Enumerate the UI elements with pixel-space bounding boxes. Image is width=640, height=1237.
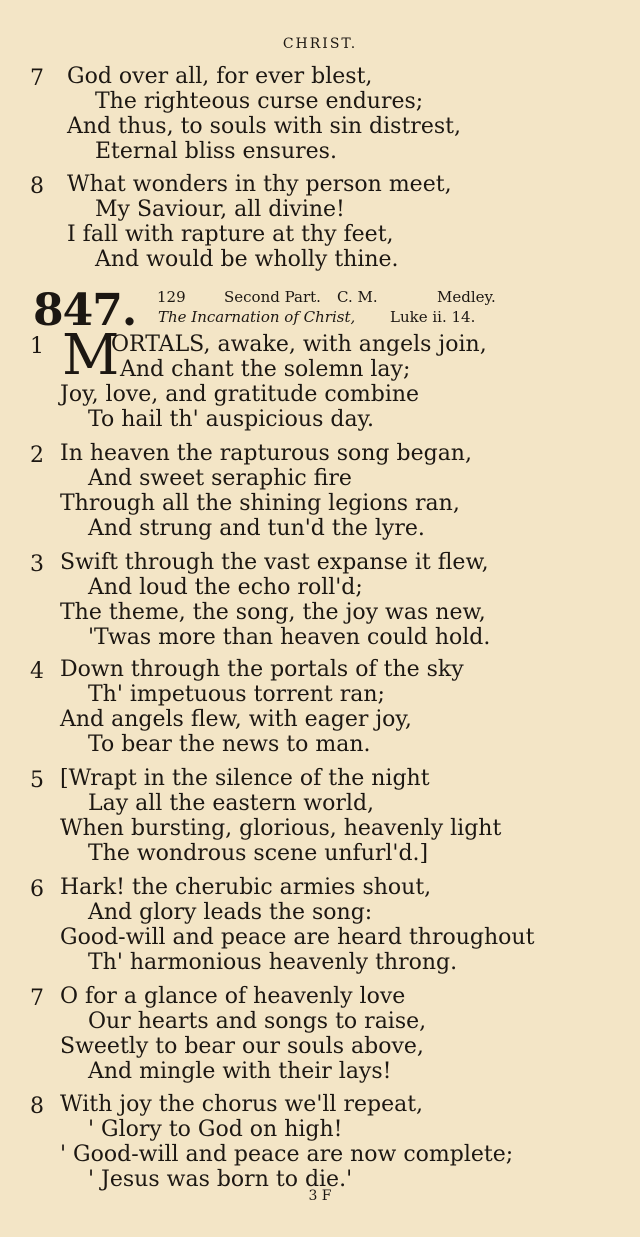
stanza-number: 1: [30, 334, 44, 359]
verse-line: Lay all the eastern world,: [88, 791, 375, 816]
verse-line: And chant the solemn lay;: [120, 357, 411, 382]
verse-line: Th' impetuous torrent ran;: [88, 682, 385, 707]
verse-line: And mingle with their lays!: [88, 1059, 392, 1084]
verse-line: In heaven the rapturous song began,: [60, 441, 472, 466]
verse-line: When bursting, glorious, heavenly light: [60, 816, 502, 841]
stanza-number: 3: [30, 552, 44, 577]
stanza-number: 6: [30, 877, 44, 902]
stanza-number: 8: [30, 1094, 44, 1119]
verse-line: 'Twas more than heaven could hold.: [88, 625, 491, 650]
stanza-number: 2: [30, 443, 44, 468]
verse-line: And sweet seraphic fire: [88, 466, 352, 491]
verse-line: [Wrapt in the silence of the night: [60, 766, 430, 791]
verse-line: The theme, the song, the joy was new,: [60, 600, 486, 625]
verse-line: With joy the chorus we'll repeat,: [60, 1092, 424, 1117]
stanza-number: 4: [30, 659, 44, 684]
verse-line: And angels flew, with eager joy,: [60, 707, 412, 732]
verse-line: O for a glance of heavenly love: [60, 984, 406, 1009]
verse-line: And strung and tun'd the lyre.: [88, 516, 425, 541]
verse-line: And loud the echo roll'd;: [88, 575, 363, 600]
verse-line: ' Good-will and peace are now complete;: [60, 1142, 514, 1167]
tune-number: 129: [157, 288, 186, 306]
hymn-author: Medley.: [437, 288, 496, 306]
verse-line: Swift through the vast expanse it flew,: [60, 550, 489, 575]
stanza-number: 7: [30, 66, 44, 91]
stanza-number: 8: [30, 174, 44, 199]
verse-line: ' Jesus was born to die.': [88, 1167, 353, 1192]
signature-mark: 3 F: [308, 1188, 332, 1204]
verse-line: And would be wholly thine.: [95, 247, 399, 272]
hymn-meter: C. M.: [337, 288, 378, 306]
verse-line: Through all the shining legions ran,: [60, 491, 460, 516]
running-header: CHRIST.: [282, 36, 358, 52]
verse-line: To hail th' auspicious day.: [88, 407, 375, 432]
verse-line: ' Glory to God on high!: [88, 1117, 343, 1142]
drop-cap: M: [62, 323, 120, 388]
verse-line: And glory leads the song:: [88, 900, 373, 925]
verse-line: Eternal bliss ensures.: [95, 139, 337, 164]
verse-line: Hark! the cherubic armies shout,: [60, 875, 432, 900]
verse-line: Sweetly to bear our souls above,: [60, 1034, 424, 1059]
verse-line: Down through the portals of the sky: [60, 657, 464, 682]
verse-line: I fall with rapture at thy feet,: [67, 222, 394, 247]
verse-line: Our hearts and songs to raise,: [88, 1009, 427, 1034]
verse-line: My Saviour, all divine!: [95, 197, 345, 222]
verse-line: And thus, to souls with sin distrest,: [67, 114, 461, 139]
verse-line: The wondrous scene unfurl'd.]: [88, 841, 429, 866]
verse-line: To bear the news to man.: [88, 732, 371, 757]
verse-line: God over all, for ever blest,: [67, 64, 373, 89]
verse-line: Th' harmonious heavenly throng.: [88, 950, 458, 975]
verse-line: What wonders in thy person meet,: [67, 172, 452, 197]
hymn-part: Second Part.: [224, 288, 321, 306]
hymn-subject: The Incarnation of Christ,: [158, 308, 356, 326]
stanza-number: 7: [30, 986, 44, 1011]
verse-line: The righteous curse endures;: [95, 89, 424, 114]
verse-line: Joy, love, and gratitude combine: [60, 382, 420, 407]
verse-line: Good-will and peace are heard throughout: [60, 925, 535, 950]
stanza-number: 5: [30, 768, 44, 793]
hymn-scripture: Luke ii. 14.: [390, 308, 476, 326]
hymn-number: 847.: [33, 285, 137, 336]
verse-line: ORTALS, awake, with angels join,: [111, 332, 487, 357]
